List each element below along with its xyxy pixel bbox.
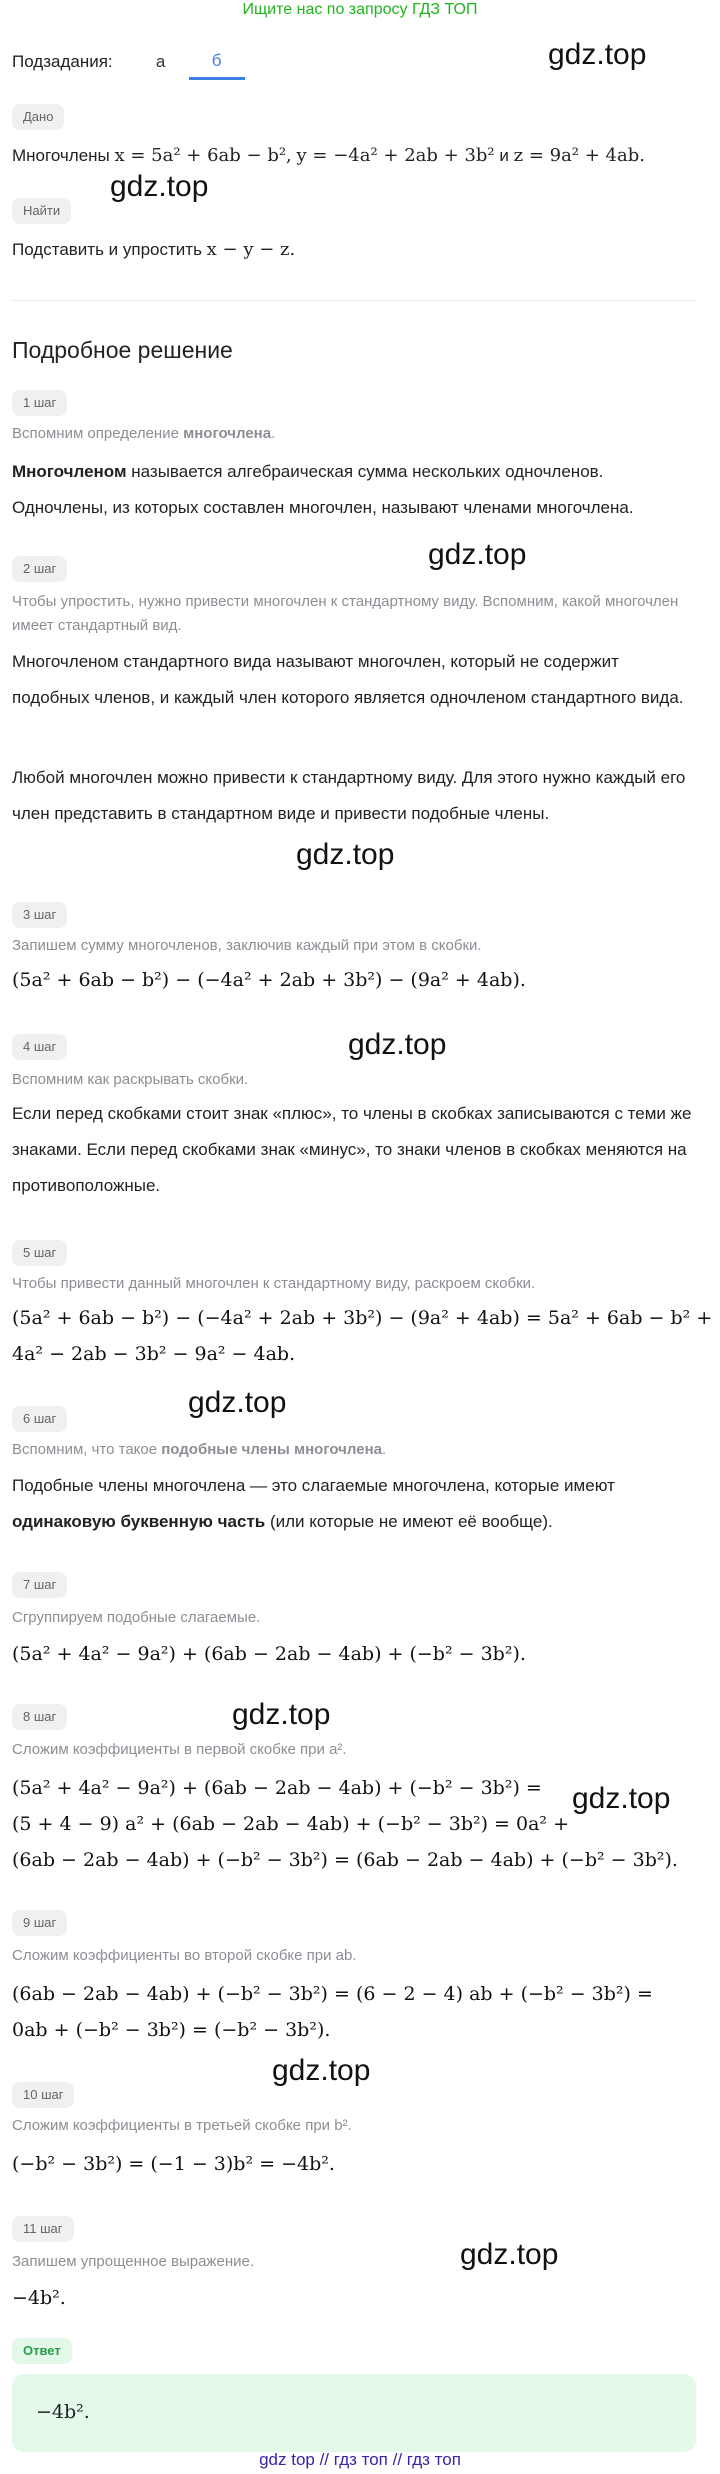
step-6-hint: [12, 1438, 696, 1462]
step-6-chip: 6 шаг: [12, 1406, 67, 1432]
step-1-hint: [12, 422, 696, 446]
step-11-hint: Запишем упрощенное выражение.: [12, 2253, 254, 2270]
definition-text: (или которые не имеют её вообще).: [265, 1512, 553, 1531]
hint-text: .: [271, 425, 276, 442]
given-chip: Дано: [12, 104, 64, 130]
step-7-chip: 7 шаг: [12, 1572, 67, 1598]
watermark: gdz.top: [110, 170, 209, 203]
step-2-text1: Многочленом стандартного вида называют многочлен, который не содержит подобных членов, и каждый член которого является одночленом стандартного вида.: [12, 652, 684, 707]
step-9-math-line1: (6ab − 2ab − 4ab) + (−b² − 3b²) = (6 − 2 − 4) ab + (−b² − 3b²) =: [12, 1983, 653, 2005]
find-chip: Найти: [12, 198, 71, 224]
hint-bold: многочлена: [183, 425, 272, 442]
step-1-text2: Одночлены, из которых составлен многочлен, называют членами многочлена.: [12, 498, 634, 517]
given-text: [12, 138, 696, 174]
answer-math: −4b².: [36, 2401, 90, 2423]
watermark: gdz.top: [232, 1698, 331, 1731]
step-4-hint: Вспомним как раскрывать скобки.: [12, 1071, 249, 1088]
term-bold: Многочленом: [12, 462, 127, 481]
step-8-math-line2: (5 + 4 − 9) a² + (6ab − 2ab − 4ab) + (−b² − 3b²) = 0a² +: [12, 1813, 570, 1835]
find-text: [12, 232, 696, 268]
hint-text: Вспомним, что такое: [12, 1441, 158, 1458]
step-2-text2: Любой многочлен можно привести к стандартному виду. Для этого нужно каждый его член представить в стандартном виде и привести подобные члены.: [12, 768, 686, 823]
watermark: gdz.top: [296, 838, 395, 871]
search-banner[interactable]: Ищите нас по запросу ГДЗ ТОП: [242, 1, 478, 18]
answer-box: [12, 2374, 696, 2452]
step-2-chip: 2 шаг: [12, 556, 67, 582]
poly-x: x = 5a² + 6ab − b²,: [114, 145, 292, 166]
watermark: gdz.top: [272, 2054, 371, 2087]
step-10-hint: Сложим коэффициенты в третьей скобке при b².: [12, 2117, 352, 2134]
solution-title: Подробное решение: [12, 337, 233, 363]
step-5-math-line1: (5a² + 6ab − b²) − (−4a² + 2ab + 3b²) − (9a² + 4ab) = 5a² + 6ab − b² +: [12, 1307, 713, 1329]
given-and: и: [499, 146, 509, 165]
step-7-math: (5a² + 4a² − 9a²) + (6ab − 2ab − 4ab) + (−b² − 3b²).: [12, 1643, 526, 1665]
step-3-math: (5a² + 6ab − b²) − (−4a² + 2ab + 3b²) − (9a² + 4ab).: [12, 969, 526, 991]
step-8-math-line3: (6ab − 2ab − 4ab) + (−b² − 3b²) = (6ab − 2ab − 4ab) + (−b² − 3b²).: [12, 1849, 678, 1871]
step-10-math: (−b² − 3b²) = (−1 − 3)b² = −4b².: [12, 2153, 335, 2175]
answer-chip: Ответ: [12, 2338, 72, 2364]
tab-a[interactable]: а: [155, 52, 166, 71]
term-bold: одинаковую буквенную часть: [12, 1512, 266, 1531]
footer-links[interactable]: gdz top // гдз топ // гдз топ: [259, 2450, 461, 2469]
step-4-text: Если перед скобками стоит знак «плюс», то члены в скобках записываются с теми же знаками. Если перед скобками знак «минус», то знаки членов в скобках меняются на противоположные.: [12, 1104, 692, 1195]
subtasks-label: Подзадания:: [12, 52, 113, 71]
step-1-text: [12, 454, 696, 490]
hint-text: .: [381, 1441, 387, 1458]
poly-y: y = −4a² + 2ab + 3b²: [296, 145, 495, 166]
watermark: gdz.top: [348, 1028, 447, 1061]
step-9-chip: 9 шаг: [12, 1910, 67, 1936]
given-prefix: Многочлены: [12, 146, 110, 165]
definition-text: называется алгебраическая сумма нескольких одночленов.: [126, 462, 604, 481]
step-11-chip: 11 шаг: [12, 2216, 74, 2242]
step-9-hint: Сложим коэффициенты во второй скобке при ab.: [12, 1947, 357, 1964]
step-8-chip: 8 шаг: [12, 1704, 67, 1730]
step-6-text: [12, 1468, 696, 1540]
hint-bold: подобные члены многочлена: [161, 1441, 382, 1458]
step-5-chip: 5 шаг: [12, 1240, 67, 1266]
watermark: gdz.top: [572, 1782, 671, 1815]
watermark: gdz.top: [460, 2238, 559, 2271]
find-expr: x − y − z.: [206, 239, 296, 260]
step-10-chip: 10 шаг: [12, 2082, 74, 2108]
step-7-hint: Сгруппируем подобные слагаемые.: [12, 1609, 261, 1626]
step-9-math-line2: 0ab + (−b² − 3b²) = (−b² − 3b²).: [12, 2019, 331, 2041]
step-3-chip: 3 шаг: [12, 902, 67, 928]
step-4-chip: 4 шаг: [12, 1034, 67, 1060]
step-8-math-line1: (5a² + 4a² − 9a²) + (6ab − 2ab − 4ab) + (−b² − 3b²) =: [12, 1777, 542, 1799]
step-3-hint: Запишем сумму многочленов, заключив каждый при этом в скобки.: [12, 937, 482, 954]
divider: [12, 300, 696, 301]
hint-text: Вспомним определение: [12, 425, 179, 442]
step-1-chip: 1 шаг: [12, 390, 67, 416]
subtasks-bar: [12, 44, 245, 80]
watermark: gdz.top: [548, 38, 647, 71]
poly-z: z = 9a² + 4ab.: [513, 145, 645, 166]
step-5-hint: Чтобы привести данный многочлен к стандартному виду, раскроем скобки.: [12, 1275, 536, 1292]
tab-b[interactable]: б: [189, 44, 245, 80]
step-11-math: −4b².: [12, 2287, 66, 2309]
watermark: gdz.top: [188, 1386, 287, 1419]
step-5-math-line2: 4a² − 2ab − 3b² − 9a² − 4ab.: [12, 1343, 296, 1365]
definition-text: Подобные члены многочлена — это слагаемые многочлена, которые имеют: [12, 1476, 615, 1495]
watermark: gdz.top: [428, 538, 527, 571]
find-label: Подставить и упростить: [12, 240, 202, 259]
step-2-hint: Чтобы упростить, нужно привести многочлен к стандартному виду. Вспомним, какой многочлен имеет стандартный вид.: [12, 593, 679, 634]
step-8-hint: Сложим коэффициенты в первой скобке при a².: [12, 1741, 347, 1758]
